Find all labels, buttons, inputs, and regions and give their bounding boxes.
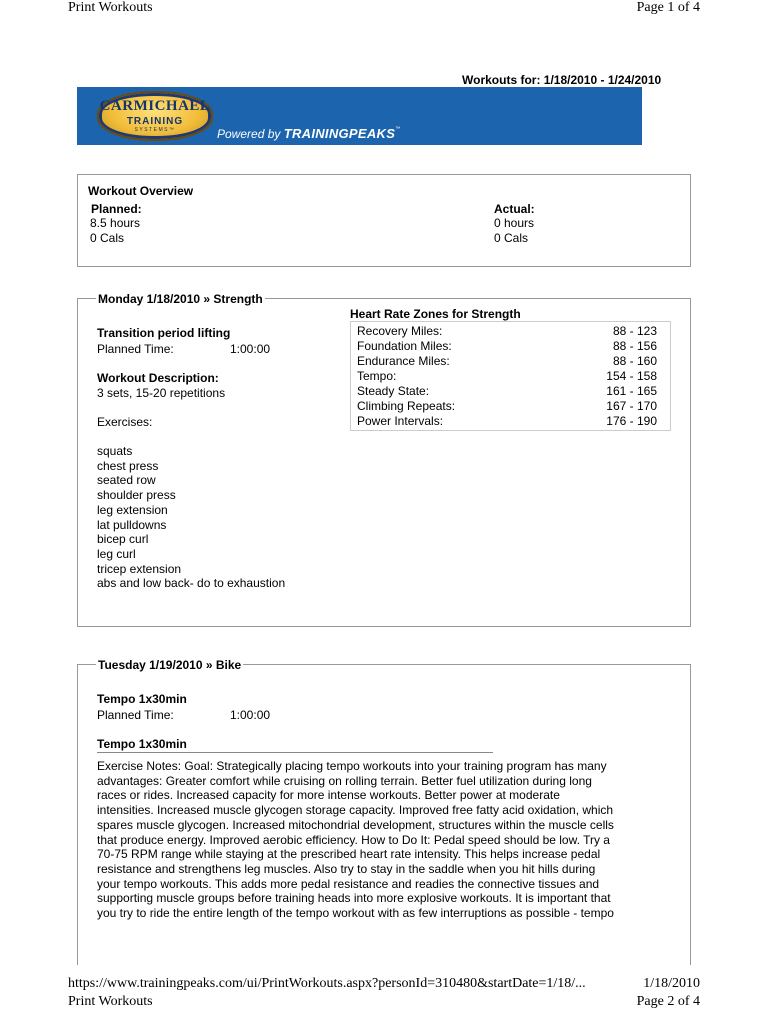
notes-line: intensities. Increased muscle glycogen storage capacity. Improved free fatty acid oxidation, which [97, 803, 614, 818]
tuesday-legend: Tuesday 1/19/2010 » Bike [98, 658, 242, 672]
page2-header-title: Print Workouts [68, 994, 153, 1009]
tuesday-section-title: Tempo 1x30min [97, 737, 187, 751]
monday-planned-time-label: Planned Time: [97, 342, 174, 356]
hr-zone-label: Tempo: [357, 369, 397, 383]
exercise-item: leg extension [97, 502, 168, 517]
exercise-list [97, 444, 285, 591]
exercise-item: tricep extension [97, 561, 182, 576]
hr-zone-range: 176 - 190 [606, 414, 657, 428]
exercise-item: leg curl [97, 546, 136, 561]
notes-line: your tempo workouts. This adds more pedal resistance and readies the connective tissues and [97, 876, 600, 891]
notes-line: 70-75 RPM range while staying at the prescribed heart rate intensity. This helps increase pedal [97, 847, 601, 862]
hr-zone-label: Power Intervals: [357, 414, 444, 428]
tuesday-planned-time: 1:00:00 [230, 708, 271, 722]
hr-zone-range: 154 - 158 [606, 369, 657, 383]
exercise-item: seated row [97, 473, 156, 488]
hr-zone-range: 88 - 160 [612, 354, 657, 368]
hr-zone-label: Endurance Miles: [357, 354, 450, 368]
notes-line: supporting muscle groups before training heads into more explosive workouts. It is important that [97, 891, 611, 906]
hr-zone-range: 167 - 170 [606, 399, 657, 413]
heart-rate-zones-table [350, 321, 671, 431]
page-number: Page 1 of 4 [636, 0, 700, 15]
hr-zone-label: Foundation Miles: [357, 339, 452, 353]
monday-workout-title: Transition period lifting [97, 326, 231, 340]
actual-label: Actual: [494, 202, 535, 216]
exercises-label: Exercises: [97, 415, 153, 429]
page-header-title: Print Workouts [68, 0, 153, 15]
hr-zone-row [357, 354, 657, 369]
exercise-item: shoulder press [97, 488, 176, 503]
hr-zone-row [357, 399, 657, 414]
exercise-notes [97, 759, 671, 921]
exercise-item: bicep curl [97, 532, 149, 547]
section-divider [97, 752, 493, 753]
footer-date: 1/18/2010 [643, 976, 700, 991]
notes-line: advantages: Greater comfort while cruising on rolling terrain. Better fuel utilization during long [97, 773, 592, 788]
notes-line: you try to ride the entire length of the tempo workout with as few interruptions as possible - tempo [97, 906, 614, 921]
planned-label: Planned: [91, 202, 142, 216]
notes-line: resistance and strengthens leg muscles. Also try to stay in the saddle when you hit hills during [97, 861, 596, 876]
exercise-item: lat pulldowns [97, 517, 167, 532]
tuesday-planned-time-label: Planned Time: [97, 708, 174, 722]
overview-title: Workout Overview [88, 184, 194, 198]
powered-by-trainingpeaks: Powered by TRAININGPEAKS™ [217, 126, 401, 141]
hr-zone-row [357, 369, 657, 384]
hr-zone-label: Climbing Repeats: [357, 399, 456, 413]
notes-line: Exercise Notes: Goal: Strategically placing tempo workouts into your training program has many [97, 759, 607, 773]
hr-zone-range: 161 - 165 [606, 384, 657, 398]
page2-number: Page 2 of 4 [636, 994, 700, 1009]
brand-banner [77, 87, 642, 145]
actual-hours: 0 hours [494, 216, 535, 230]
heart-rate-zones-title: Heart Rate Zones for Strength [350, 307, 521, 321]
hr-zone-row [357, 339, 657, 354]
footer-url[interactable]: https://www.trainingpeaks.com/ui/PrintWorkouts.aspx?personId=310480&startDate=1/18/... [68, 976, 586, 991]
hr-zone-range: 88 - 123 [612, 324, 657, 338]
workout-description: 3 sets, 15-20 repetitions [97, 386, 226, 400]
hr-zone-row [357, 384, 657, 399]
notes-line: spares muscle glycogen. Increased mitochondrial development, structures within the muscle cells [97, 817, 614, 832]
hr-zone-range: 88 - 156 [612, 339, 657, 353]
hr-zone-row [357, 324, 657, 339]
hr-zone-label: Recovery Miles: [357, 324, 443, 338]
notes-line: that produce energy. Improved aerobic efficiency. How to Do It: Pedal speed should be low. Try a [97, 832, 610, 847]
workout-description-label: Workout Description: [97, 371, 219, 385]
workouts-date-range: Workouts for: 1/18/2010 - 1/24/2010 [462, 73, 662, 87]
tuesday-workout-title: Tempo 1x30min [97, 692, 187, 706]
monday-legend: Monday 1/18/2010 » Strength [98, 292, 263, 306]
hr-zone-label: Steady State: [357, 384, 430, 398]
exercise-item: chest press [97, 458, 159, 473]
exercise-item: squats [97, 444, 133, 458]
exercise-item: abs and low back- do to exhaustion [97, 576, 286, 591]
hr-zone-row [357, 414, 657, 429]
carmichael-logo: CARMICHAEL TRAINING SYSTEMS™ [97, 91, 213, 141]
actual-cals: 0 Cals [494, 231, 529, 245]
planned-hours: 8.5 hours [90, 216, 141, 230]
notes-line: races or rides. Increased capacity for more intense workouts. Better power at moderate [97, 788, 560, 803]
planned-cals: 0 Cals [90, 231, 125, 245]
monday-planned-time: 1:00:00 [230, 342, 271, 356]
